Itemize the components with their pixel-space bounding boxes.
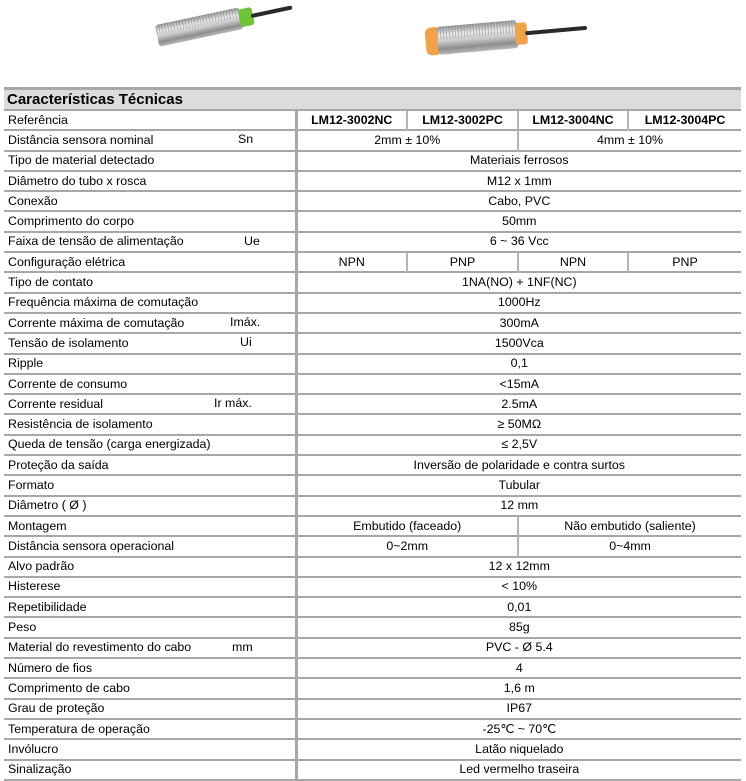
spec-value-cell: 2.5mA	[296, 394, 741, 414]
spec-label: Conexão	[8, 193, 58, 208]
spec-label: Diâmetro ( Ø )	[8, 498, 87, 513]
spec-value-cell: <15mA	[296, 374, 741, 394]
spec-label: Invólucro	[8, 741, 59, 756]
spec-row	[4, 760, 741, 780]
spec-value-cell: 0,01	[296, 597, 741, 617]
spec-label-cell	[4, 557, 296, 577]
spec-value-cell: 6 ~ 36 Vcc	[296, 232, 741, 252]
spec-row	[4, 475, 741, 495]
spec-label: Sinalização	[8, 762, 72, 777]
spec-label-cell	[4, 272, 296, 292]
spec-value-cell: 0~2mm	[296, 536, 518, 556]
spec-label-cell	[4, 151, 296, 171]
spec-label: Frequência máxima de comutação	[8, 295, 199, 310]
spec-row	[4, 232, 741, 252]
spec-label: Grau de proteção	[8, 701, 105, 716]
spec-label: Queda de tensão (carga energizada)	[8, 437, 211, 452]
spec-value-cell: ≤ 2,5V	[296, 435, 741, 455]
spec-value-cell: Cabo, PVC	[296, 191, 741, 211]
technical-specs-table	[4, 87, 741, 781]
spec-row	[4, 658, 741, 678]
spec-symbol: mm	[232, 639, 253, 654]
spec-row	[4, 171, 741, 191]
spec-label: Montagem	[8, 518, 67, 533]
spec-value-cell: NPN	[296, 252, 407, 272]
spec-row	[4, 719, 741, 739]
spec-label: Tipo de material detectado	[8, 153, 155, 168]
spec-row	[4, 739, 741, 759]
spec-row	[4, 151, 741, 171]
spec-row	[4, 597, 741, 617]
spec-label: Alvo padrão	[8, 559, 75, 574]
spec-label: Corrente de consumo	[8, 376, 128, 391]
spec-value-cell: -25℃ ~ 70℃	[296, 719, 741, 739]
spec-row	[4, 678, 741, 698]
spec-label: Resistência de isolamento	[8, 417, 153, 432]
spec-value-cell: < 10%	[296, 577, 741, 597]
spec-value-cell: NPN	[518, 252, 628, 272]
spec-value-cell: 300mA	[296, 313, 741, 333]
spec-row	[4, 211, 741, 231]
spec-value-cell: 2mm ± 10%	[296, 130, 518, 150]
spec-value-cell: 1,6 m	[296, 678, 741, 698]
spec-row	[4, 252, 741, 272]
spec-label-cell	[4, 496, 296, 516]
spec-row	[4, 272, 741, 292]
spec-row	[4, 130, 741, 150]
spec-value-cell: M12 x 1mm	[296, 171, 741, 191]
spec-label-cell	[4, 760, 296, 780]
spec-symbol: Ui	[240, 335, 252, 350]
spec-label: Diâmetro do tubo x rosca	[8, 173, 147, 188]
spec-label-cell	[4, 597, 296, 617]
spec-row	[4, 374, 741, 394]
spec-row	[4, 394, 741, 414]
spec-row	[4, 191, 741, 211]
spec-label-cell	[4, 354, 296, 374]
product-images	[0, 0, 746, 70]
spec-row	[4, 110, 741, 130]
spec-label-cell	[4, 678, 296, 698]
spec-label-cell	[4, 333, 296, 353]
sensor-green-cap-image	[147, 0, 294, 55]
spec-label: Tensão de isolamento	[8, 335, 129, 350]
spec-label-cell	[4, 293, 296, 313]
spec-label: Número de fios	[8, 660, 93, 675]
spec-label: Repetibilidade	[8, 599, 87, 614]
spec-value-cell: 1NA(NO) + 1NF(NC)	[296, 272, 741, 292]
spec-row	[4, 536, 741, 556]
sensor-orange-cap-image	[423, 0, 597, 60]
spec-label-cell	[4, 617, 296, 637]
spec-label-cell	[4, 658, 296, 678]
spec-label-cell	[4, 252, 296, 272]
spec-symbol: Ir máx.	[214, 396, 252, 411]
spec-label-cell	[4, 374, 296, 394]
spec-label: Corrente máxima de comutação	[8, 315, 185, 330]
spec-label: Faixa de tensão de alimentação	[8, 234, 184, 249]
spec-label-cell	[4, 435, 296, 455]
spec-row	[4, 455, 741, 475]
spec-label-cell	[4, 699, 296, 719]
spec-value-cell: 0,1	[296, 354, 741, 374]
spec-value-cell: PNP	[628, 252, 741, 272]
spec-label-cell	[4, 536, 296, 556]
spec-label-cell	[4, 232, 296, 252]
spec-label-cell	[4, 130, 296, 150]
spec-label-cell	[4, 638, 296, 658]
spec-label: Formato	[8, 477, 55, 492]
spec-symbol: Sn	[238, 132, 254, 147]
spec-label-cell	[4, 171, 296, 191]
spec-label: Referência	[8, 112, 68, 127]
spec-label: Material do revestimento do cabo	[8, 640, 192, 655]
spec-label: Distância sensora operacional	[8, 538, 174, 553]
spec-label: Distância sensora nominal	[8, 132, 154, 147]
spec-row	[4, 557, 741, 577]
spec-value-cell: PNP	[407, 252, 518, 272]
spec-label-cell	[4, 719, 296, 739]
spec-row	[4, 354, 741, 374]
spec-value-cell: ≥ 50MΩ	[296, 414, 741, 434]
spec-row	[4, 496, 741, 516]
spec-value-cell: Materiais ferrosos	[296, 151, 741, 171]
spec-label-cell	[4, 455, 296, 475]
spec-value-cell: Embutido (faceado)	[296, 516, 518, 536]
spec-symbol: Ue	[244, 233, 260, 248]
spec-value-cell: 4mm ± 10%	[518, 130, 741, 150]
spec-label-cell	[4, 475, 296, 495]
spec-value-cell: 85g	[296, 617, 741, 637]
spec-label: Ripple	[8, 356, 44, 371]
model-reference-cell: LM12-3002NC	[296, 110, 407, 130]
table-title: Características Técnicas	[4, 89, 741, 111]
spec-row	[4, 638, 741, 658]
spec-value-cell: Não embutido (saliente)	[518, 516, 741, 536]
spec-row	[4, 313, 741, 333]
spec-row	[4, 414, 741, 434]
spec-row	[4, 435, 741, 455]
spec-row	[4, 617, 741, 637]
spec-value-cell: Latão niquelado	[296, 739, 741, 759]
spec-row	[4, 333, 741, 353]
spec-label-cell	[4, 191, 296, 211]
spec-value-cell: 50mm	[296, 211, 741, 231]
spec-label: Comprimento do corpo	[8, 214, 135, 229]
spec-value-cell: 12 mm	[296, 496, 741, 516]
spec-label: Tipo de contato	[8, 275, 93, 290]
model-reference-cell: LM12-3004NC	[518, 110, 628, 130]
model-reference-cell: LM12-3004PC	[628, 110, 741, 130]
spec-row	[4, 293, 741, 313]
spec-label-cell	[4, 577, 296, 597]
spec-value-cell: Tubular	[296, 475, 741, 495]
spec-label-cell	[4, 414, 296, 434]
spec-value-cell: Led vermelho traseira	[296, 760, 741, 780]
spec-value-cell: 0~4mm	[518, 536, 741, 556]
spec-label: Comprimento de cabo	[8, 680, 130, 695]
spec-label-cell	[4, 110, 296, 130]
spec-label-cell	[4, 211, 296, 231]
spec-row	[4, 577, 741, 597]
spec-row	[4, 699, 741, 719]
spec-value-cell: IP67	[296, 699, 741, 719]
spec-value-cell: 12 x 12mm	[296, 557, 741, 577]
spec-value-cell: 4	[296, 658, 741, 678]
spec-label: Temperatura de operação	[8, 721, 150, 736]
spec-label: Corrente residual	[8, 396, 104, 411]
spec-value-cell: PVC - Ø 5.4	[296, 638, 741, 658]
table-title-row	[4, 89, 741, 111]
spec-label: Histerese	[8, 579, 61, 594]
spec-label-cell	[4, 313, 296, 333]
spec-value-cell: 1000Hz	[296, 293, 741, 313]
spec-label: Configuração elétrica	[8, 254, 126, 269]
spec-label-cell	[4, 394, 296, 414]
spec-value-cell: 1500Vca	[296, 333, 741, 353]
spec-label-cell	[4, 516, 296, 536]
model-reference-cell: LM12-3002PC	[407, 110, 518, 130]
spec-label-cell	[4, 739, 296, 759]
spec-label: Peso	[8, 620, 37, 635]
spec-label: Proteção da saída	[8, 457, 109, 472]
spec-symbol: Imáx.	[230, 314, 261, 329]
spec-value-cell: Inversão de polaridade e contra surtos	[296, 455, 741, 475]
spec-row	[4, 516, 741, 536]
